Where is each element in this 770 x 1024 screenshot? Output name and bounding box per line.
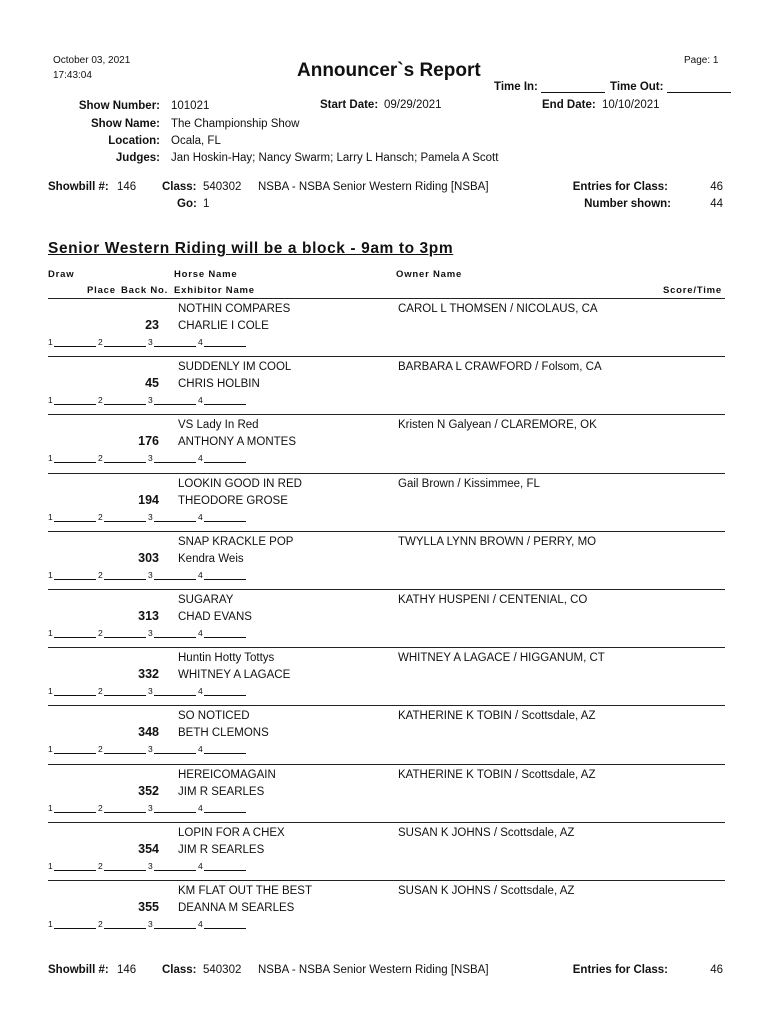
entries-count: 46 <box>710 181 723 193</box>
judge-score-blank <box>204 512 246 522</box>
judge-slot-number: 2 <box>98 860 103 871</box>
time-in-label: Time In: <box>494 81 538 93</box>
judge-score-blank <box>54 686 96 696</box>
footer-entries-count: 46 <box>710 964 723 976</box>
horse-name: HEREICOMAGAIN <box>178 768 276 781</box>
showbill-label: Showbill #: <box>48 181 109 193</box>
owner-name: KATHY HUSPENI / CENTENIAL, CO <box>398 594 588 606</box>
entry-row <box>0 414 770 472</box>
exhibitor-name: BETH CLEMONS <box>178 727 269 740</box>
exhibitor-name: CHARLIE I COLE <box>178 320 269 332</box>
go-number: 1 <box>203 198 210 210</box>
judge-score-blank <box>104 803 146 813</box>
judge-score-blank <box>154 395 196 405</box>
judge-score-blank <box>54 570 96 580</box>
time-in-field <box>494 80 605 93</box>
back-number: 313 <box>138 609 159 623</box>
back-number: 354 <box>138 841 159 856</box>
footer-showbill-label: Showbill #: <box>48 964 109 976</box>
judge-slot-number: 4 <box>198 569 203 580</box>
time-out-field <box>610 80 731 93</box>
owner-name: WHITNEY A LAGACE / HIGGANUM, CT <box>398 652 605 665</box>
horse-name: LOOKIN GOOD IN RED <box>178 477 302 490</box>
judge-slot-number: 4 <box>198 744 203 755</box>
horse-name: SUDDENLY IM COOL <box>178 361 292 374</box>
exhibitor-name: CHAD EVANS <box>178 611 252 623</box>
judge-slot-number: 2 <box>98 686 103 697</box>
judge-score-lines <box>48 453 248 463</box>
footer-class-number: 540302 <box>203 964 242 976</box>
judge-slot-number: 2 <box>98 744 103 755</box>
row-separator <box>48 356 725 357</box>
start-date: 09/29/2021 <box>384 99 442 111</box>
judge-slot-number: 1 <box>48 919 53 929</box>
entries-label: Entries for Class: <box>572 181 668 193</box>
showbill-number: 146 <box>117 181 137 193</box>
judge-score-blank <box>54 919 96 929</box>
judge-slot-number: 2 <box>98 511 103 522</box>
judge-slot-number: 2 <box>98 395 103 406</box>
judge-score-blank <box>104 337 146 347</box>
judge-slot-number: 4 <box>198 395 203 406</box>
judge-score-blank <box>204 395 246 405</box>
row-separator <box>48 880 725 881</box>
judge-score-blank <box>54 453 96 463</box>
exhibitor-name: ANTHONY A MONTES <box>178 436 297 449</box>
judge-slot-number: 3 <box>148 511 153 522</box>
entry-row <box>0 764 770 822</box>
entry-row <box>0 531 770 589</box>
judge-score-blank <box>154 337 196 347</box>
judge-slot-number: 3 <box>148 686 153 697</box>
judge-score-blank <box>104 395 146 405</box>
col-score-time: Score/Time <box>662 285 722 296</box>
horse-name: SNAP KRACKLE POP <box>178 535 294 548</box>
time-in-blank <box>541 80 605 93</box>
entry-row <box>0 589 770 647</box>
judge-score-blank <box>104 570 146 580</box>
location-label: Location: <box>108 135 160 147</box>
class-number: 540302 <box>203 181 242 193</box>
exhibitor-name: CHRIS HOLBIN <box>178 378 260 391</box>
judge-slot-number: 1 <box>48 860 53 871</box>
judge-score-blank <box>154 919 196 929</box>
exhibitor-name: Kendra Weis <box>178 552 244 565</box>
row-separator <box>48 414 725 415</box>
exhibitor-name: JIM R SEARLES <box>178 785 265 798</box>
col-back-no: Back No. <box>121 285 169 296</box>
judge-slot-number: 2 <box>98 802 103 813</box>
judge-score-lines <box>48 395 248 405</box>
back-number: 348 <box>138 725 159 740</box>
owner-name: KATHERINE K TOBIN / Scottsdale, AZ <box>398 710 596 723</box>
judge-score-blank <box>204 861 246 871</box>
judge-score-blank <box>154 861 196 871</box>
judge-slot-number: 1 <box>48 569 53 580</box>
judge-score-blank <box>54 337 96 347</box>
judge-score-blank <box>54 744 96 754</box>
judge-slot-number: 2 <box>98 453 103 464</box>
row-separator <box>48 589 725 590</box>
judge-score-blank <box>104 861 146 871</box>
exhibitor-name: WHITNEY A LAGACE <box>178 669 291 682</box>
judge-score-blank <box>154 570 196 580</box>
horse-name: LOPIN FOR A CHEX <box>178 826 285 839</box>
number-shown-label: Number shown: <box>584 198 671 210</box>
judge-slot-number: 3 <box>148 919 153 929</box>
horse-name: KM FLAT OUT THE BEST <box>178 885 312 897</box>
judge-score-blank <box>204 337 246 347</box>
end-date: 10/10/2021 <box>602 99 660 111</box>
show-number-label: Show Number: <box>78 100 160 112</box>
section-title: Senior Western Riding will be a block - 9am to 3pm <box>48 240 454 257</box>
judge-slot-number: 4 <box>198 860 203 871</box>
judge-slot-number: 3 <box>148 395 153 406</box>
judge-slot-number: 4 <box>198 802 203 813</box>
judge-slot-number: 2 <box>98 919 103 929</box>
judge-slot-number: 3 <box>148 744 153 755</box>
judge-score-blank <box>204 453 246 463</box>
judge-slot-number: 3 <box>148 628 153 638</box>
row-separator <box>48 822 725 823</box>
row-separator <box>48 298 725 299</box>
judge-score-lines <box>48 861 248 871</box>
horse-name: Huntin Hotty Tottys <box>178 652 275 665</box>
judge-slot-number: 1 <box>48 395 53 406</box>
judge-score-blank <box>154 512 196 522</box>
row-separator <box>48 705 725 706</box>
show-name: The Championship Show <box>171 118 300 130</box>
judge-slot-number: 1 <box>48 802 53 813</box>
footer-class-name: NSBA - NSBA Senior Western Riding [NSBA] <box>258 964 489 976</box>
judge-slot-number: 2 <box>98 569 103 580</box>
report-time: 17:43:04 <box>53 70 92 81</box>
back-number: 303 <box>138 550 159 565</box>
class-name: NSBA - NSBA Senior Western Riding [NSBA] <box>258 181 489 193</box>
go-label: Go: <box>177 198 197 210</box>
judge-score-blank <box>154 453 196 463</box>
entry-row <box>0 298 770 356</box>
judge-slot-number: 3 <box>148 569 153 580</box>
entry-row <box>0 705 770 763</box>
horse-name: VS Lady In Red <box>178 419 259 432</box>
judge-score-lines <box>48 337 248 347</box>
owner-name: Kristen N Galyean / CLAREMORE, OK <box>398 419 597 432</box>
judge-score-blank <box>54 803 96 813</box>
owner-name: Gail Brown / Kissimmee, FL <box>398 477 540 490</box>
page-number: Page: 1 <box>684 55 719 66</box>
judge-slot-number: 1 <box>48 686 53 697</box>
judge-score-blank <box>204 628 246 638</box>
row-separator <box>48 764 725 765</box>
judge-score-lines <box>48 919 248 929</box>
judge-score-blank <box>154 803 196 813</box>
judges: Jan Hoskin-Hay; Nancy Swarm; Larry L Hansch; Pamela A Scott <box>171 152 499 164</box>
start-date-label: Start Date: <box>320 99 379 111</box>
judge-score-blank <box>54 861 96 871</box>
number-shown-count: 44 <box>710 198 723 210</box>
show-name-label: Show Name: <box>90 118 160 130</box>
judge-slot-number: 1 <box>48 453 53 464</box>
owner-name: TWYLLA LYNN BROWN / PERRY, MO <box>398 535 597 548</box>
exhibitor-name: THEODORE GROSE <box>178 494 288 507</box>
judge-score-blank <box>104 453 146 463</box>
judge-slot-number: 4 <box>198 686 203 697</box>
judge-slot-number: 4 <box>198 628 203 638</box>
owner-name: BARBARA L CRAWFORD / Folsom, CA <box>398 361 602 374</box>
judge-score-lines <box>48 512 248 522</box>
judge-slot-number: 2 <box>98 337 103 347</box>
horse-name: SO NOTICED <box>178 710 250 723</box>
location: Ocala, FL <box>171 135 221 147</box>
judge-slot-number: 1 <box>48 744 53 755</box>
row-separator <box>48 647 725 648</box>
footer-class-label: Class: <box>162 964 197 976</box>
judge-slot-number: 3 <box>148 337 153 347</box>
judge-score-blank <box>54 628 96 638</box>
judge-slot-number: 2 <box>98 628 103 638</box>
back-number: 45 <box>145 376 159 391</box>
judge-slot-number: 4 <box>198 337 203 347</box>
judge-score-lines <box>48 628 248 638</box>
owner-name: SUSAN K JOHNS / Scottsdale, AZ <box>398 885 575 897</box>
judge-score-blank <box>104 744 146 754</box>
judge-score-lines <box>48 803 248 813</box>
back-number: 23 <box>145 318 159 332</box>
exhibitor-name: DEANNA M SEARLES <box>178 902 295 914</box>
back-number: 332 <box>138 667 159 682</box>
footer-showbill-number: 146 <box>117 964 137 976</box>
show-number: 101021 <box>171 100 210 112</box>
time-out-blank <box>667 80 731 93</box>
judge-slot-number: 1 <box>48 511 53 522</box>
judge-score-blank <box>104 686 146 696</box>
judge-slot-number: 4 <box>198 511 203 522</box>
col-place: Place <box>87 285 116 296</box>
judge-score-blank <box>204 744 246 754</box>
entry-row <box>0 356 770 414</box>
entry-row <box>0 473 770 531</box>
judge-slot-number: 3 <box>148 453 153 464</box>
horse-name: NOTHIN COMPARES <box>178 303 291 315</box>
owner-name: CAROL L THOMSEN / NICOLAUS, CA <box>398 303 598 315</box>
col-exhibitor-name: Exhibitor Name <box>174 285 255 296</box>
report-date: October 03, 2021 <box>53 55 131 66</box>
report-title: Announcer`s Report <box>297 60 481 81</box>
row-separator <box>48 531 725 532</box>
judges-label: Judges: <box>115 152 160 164</box>
back-number: 194 <box>138 492 159 507</box>
judge-slot-number: 1 <box>48 337 53 347</box>
judge-score-lines <box>48 570 248 580</box>
judge-score-blank <box>104 512 146 522</box>
entry-row <box>0 880 770 938</box>
judge-slot-number: 4 <box>198 453 203 464</box>
end-date-label: End Date: <box>542 99 596 111</box>
back-number: 352 <box>138 783 159 798</box>
judge-score-blank <box>54 512 96 522</box>
entry-row <box>0 822 770 880</box>
judge-slot-number: 4 <box>198 919 203 929</box>
judge-score-blank <box>154 686 196 696</box>
judge-score-lines <box>48 744 248 754</box>
judge-score-blank <box>154 628 196 638</box>
owner-name: SUSAN K JOHNS / Scottsdale, AZ <box>398 826 575 839</box>
judge-score-blank <box>204 803 246 813</box>
judge-score-blank <box>204 570 246 580</box>
col-draw: Draw <box>48 269 75 280</box>
footer-entries-label: Entries for Class: <box>572 964 668 976</box>
horse-name: SUGARAY <box>178 594 234 606</box>
judge-slot-number: 3 <box>148 802 153 813</box>
col-owner-name: Owner Name <box>396 269 463 280</box>
exhibitor-name: JIM R SEARLES <box>178 843 265 856</box>
judge-score-blank <box>104 919 146 929</box>
col-horse-name: Horse Name <box>174 269 238 280</box>
time-out-label: Time Out: <box>610 81 664 93</box>
judge-score-blank <box>54 395 96 405</box>
row-separator <box>48 473 725 474</box>
judge-score-blank <box>204 686 246 696</box>
back-number: 176 <box>138 434 159 449</box>
back-number: 355 <box>138 900 159 914</box>
entry-row <box>0 647 770 705</box>
judge-slot-number: 3 <box>148 860 153 871</box>
judge-slot-number: 1 <box>48 628 53 638</box>
class-label: Class: <box>162 181 197 193</box>
owner-name: KATHERINE K TOBIN / Scottsdale, AZ <box>398 768 596 781</box>
judge-score-lines <box>48 686 248 696</box>
judge-score-blank <box>154 744 196 754</box>
judge-score-blank <box>104 628 146 638</box>
judge-score-blank <box>204 919 246 929</box>
